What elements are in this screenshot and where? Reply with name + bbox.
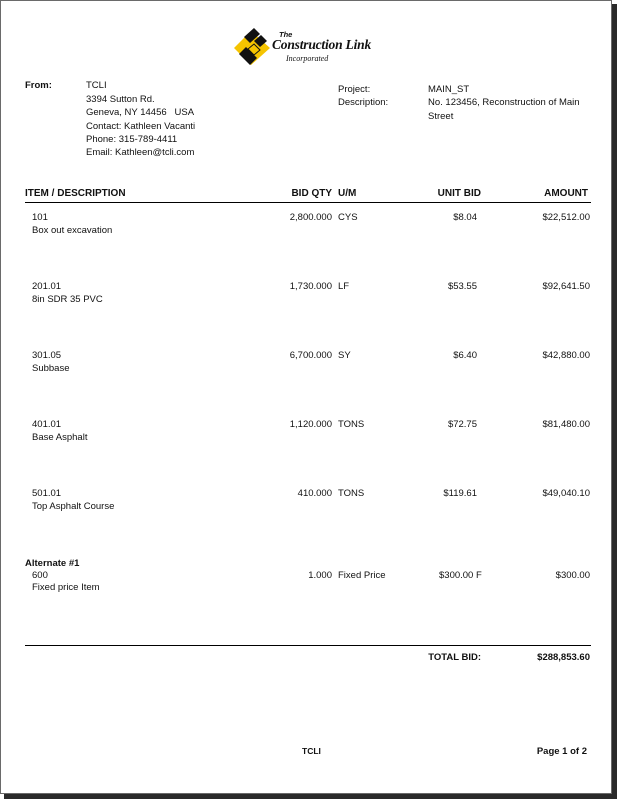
from-line-city: Geneva, NY 14456 USA	[86, 107, 195, 118]
row-bid-qty: 6,700.000	[289, 350, 332, 361]
row-description: Top Asphalt Course	[32, 501, 115, 512]
row-description: 8in SDR 35 PVC	[32, 294, 103, 305]
description-line-2: Street	[428, 111, 454, 122]
logo-line-3: Incorporated	[286, 54, 329, 63]
logo-mark-icon	[234, 27, 276, 69]
company-logo	[234, 27, 384, 69]
header-bid-qty: BID QTY	[291, 188, 332, 199]
row-description: Base Asphalt	[32, 432, 88, 443]
row-um: CYS	[338, 212, 358, 223]
row-unit-bid: $119.61	[443, 488, 477, 499]
from-line-company: TCLI	[86, 80, 107, 91]
alternate-title: Alternate #1	[25, 558, 80, 569]
row-description: Subbase	[32, 363, 70, 374]
row-item-number: 501.01	[32, 488, 62, 499]
header-item-description: ITEM / DESCRIPTION	[25, 188, 126, 199]
row-amount: $300.00	[555, 570, 590, 581]
from-line-contact: Contact: Kathleen Vacanti	[86, 121, 196, 132]
logo-line-1: The	[279, 30, 293, 39]
row-unit-bid: $300.00 F	[439, 570, 482, 581]
row-um: LF	[338, 281, 350, 292]
row-item-number: 101	[32, 212, 48, 223]
row-amount: $92,641.50	[542, 281, 590, 292]
footer-company: TCLI	[302, 746, 321, 756]
header-divider	[25, 202, 591, 203]
total-value: $288,853.60	[537, 652, 590, 663]
row-item-number: 600	[32, 570, 48, 581]
row-bid-qty: 1,730.000	[289, 281, 332, 292]
page-shadow-right	[612, 4, 617, 799]
row-unit-bid: $72.75	[447, 419, 477, 430]
row-bid-qty: 2,800.000	[289, 212, 332, 223]
row-um: Fixed Price	[338, 570, 386, 581]
from-line-phone: Phone: 315-789-4411	[86, 134, 178, 145]
from-label: From:	[25, 80, 52, 91]
row-bid-qty: 1,120.000	[289, 419, 332, 430]
from-line-street: 3394 Sutton Rd.	[86, 94, 155, 105]
row-bid-qty: 1.000	[308, 570, 332, 581]
description-line-1: No. 123456, Reconstruction of Main	[428, 97, 580, 108]
project-label: Project:	[338, 84, 371, 95]
project-value: MAIN_ST	[428, 84, 470, 95]
row-amount: $22,512.00	[542, 212, 590, 223]
header-amount: AMOUNT	[544, 188, 588, 199]
from-line-email: Email: Kathleen@tcli.com	[86, 147, 195, 158]
row-item-number: 301.05	[32, 350, 62, 361]
row-unit-bid: $8.04	[453, 212, 477, 223]
row-description: Box out excavation	[32, 225, 113, 236]
row-unit-bid: $6.40	[453, 350, 477, 361]
row-item-number: 401.01	[32, 419, 62, 430]
row-unit-bid: $53.55	[447, 281, 477, 292]
row-item-number: 201.01	[32, 281, 62, 292]
description-label: Description:	[338, 97, 389, 108]
row-description: Fixed price Item	[32, 582, 100, 593]
header-um: U/M	[338, 188, 357, 199]
header-unit-bid: UNIT BID	[437, 188, 481, 199]
row-um: TONS	[338, 419, 365, 430]
total-divider	[25, 645, 591, 646]
footer-page-number: Page 1 of 2	[536, 746, 587, 757]
row-amount: $42,880.00	[542, 350, 590, 361]
logo-line-2: Construction Link	[272, 37, 372, 52]
row-amount: $81,480.00	[542, 419, 590, 430]
row-um: TONS	[338, 488, 365, 499]
row-bid-qty: 410.000	[297, 488, 332, 499]
row-amount: $49,040.10	[542, 488, 590, 499]
row-um: SY	[338, 350, 351, 361]
total-label: TOTAL BID:	[428, 652, 481, 663]
page-shadow-bottom	[4, 794, 617, 799]
